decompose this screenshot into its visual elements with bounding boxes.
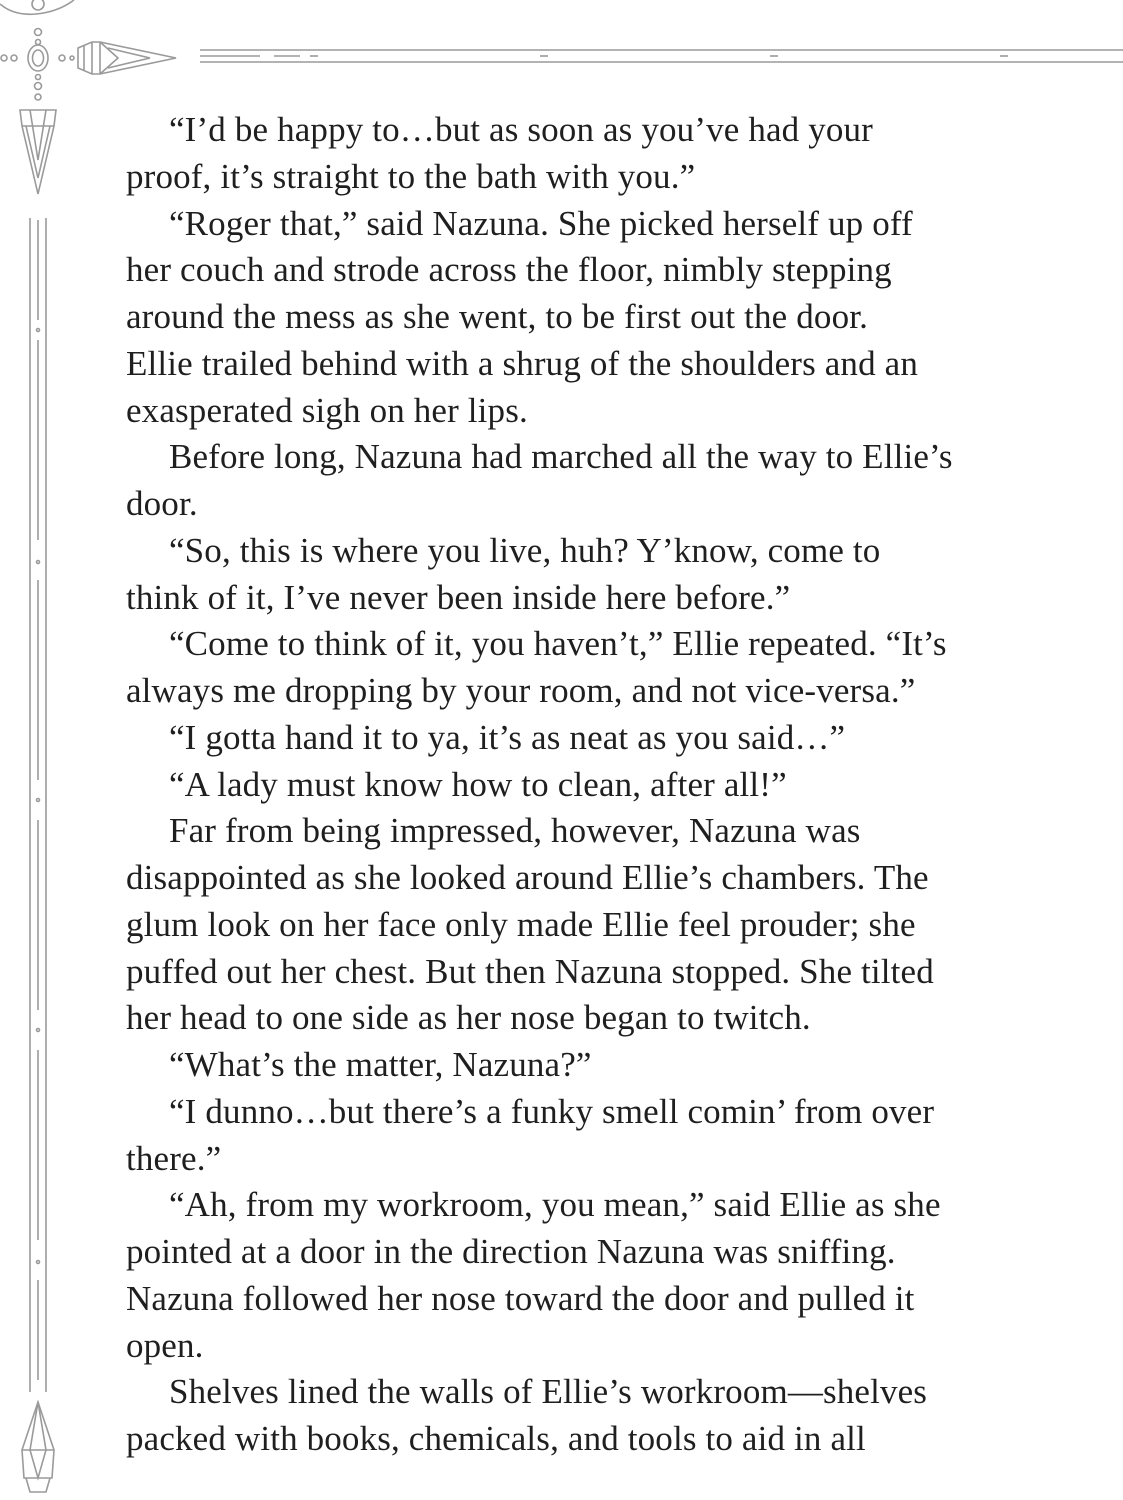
text-line: “Come to think of it, you haven’t,” Ellie repeated. “It’s	[169, 624, 947, 664]
text-line: “Ah, from my workroom, you mean,” said Ellie as she	[169, 1185, 941, 1225]
text-line: “A lady must know how to clean, after all!”	[169, 764, 787, 804]
crystal-pendant-icon	[20, 94, 56, 194]
text-line: “I dunno…but there’s a funky smell comin’ from over	[169, 1091, 935, 1131]
top-border-lines	[200, 50, 1123, 62]
text-line: “So, this is where you live, huh? Y’know, come to	[169, 530, 881, 570]
text-line: packed with books, chemicals, and tools to aid in all	[126, 1419, 866, 1458]
text-line: Nazuna followed her nose toward the door and pulled it	[126, 1278, 915, 1318]
text-line: exasperated sigh on her lips.	[126, 390, 528, 430]
text-line: “I gotta hand it to ya, it’s as neat as you said…”	[169, 717, 846, 757]
text-line: there.”	[126, 1138, 222, 1178]
body-text	[126, 107, 1006, 1463]
left-border-lines	[30, 218, 46, 1392]
text-line: her couch and strode across the floor, nimbly stepping	[126, 250, 892, 290]
text-line: think of it, I’ve never been inside here before.”	[126, 577, 791, 617]
text-line: proof, it’s straight to the bath with you.”	[126, 156, 696, 196]
text-line: always me dropping by your room, and not vice-versa.”	[126, 671, 916, 710]
text-line: disappointed as she looked around Ellie’s chambers. The	[126, 858, 929, 897]
text-line: Shelves lined the walls of Ellie’s workroom—shelves	[169, 1372, 928, 1412]
crystal-pendant-icon	[22, 1402, 54, 1492]
text-line: glum look on her face only made Ellie feel prouder; she	[126, 904, 916, 944]
text-line: puffed out her chest. But then Nazuna stopped. She tilted	[126, 951, 934, 991]
text-line: Ellie trailed behind with a shrug of the shoulders and an	[126, 343, 918, 383]
text-line: around the mess as she went, to be first out the door.	[126, 297, 868, 336]
text-line: “Roger that,” said Nazuna. She picked herself up off	[169, 203, 913, 243]
text-line: her head to one side as her nose began to twitch.	[126, 998, 811, 1038]
top-knob-ornament	[32, 0, 44, 10]
text-line: “I’d be happy to…but as soon as you’ve had your	[169, 110, 873, 149]
ornament-corner-icon	[1, 29, 176, 90]
text-line: door.	[126, 484, 198, 523]
text-line: Far from being impressed, however, Nazuna was	[169, 811, 861, 851]
text-line: Before long, Nazuna had marched all the way to Ellie’s	[169, 437, 953, 477]
text-line: open.	[126, 1325, 204, 1365]
text-line: “What’s the matter, Nazuna?”	[169, 1045, 592, 1084]
text-line: pointed at a door in the direction Nazuna was sniffing.	[126, 1232, 896, 1271]
top-arc-ornament	[0, 0, 74, 14]
